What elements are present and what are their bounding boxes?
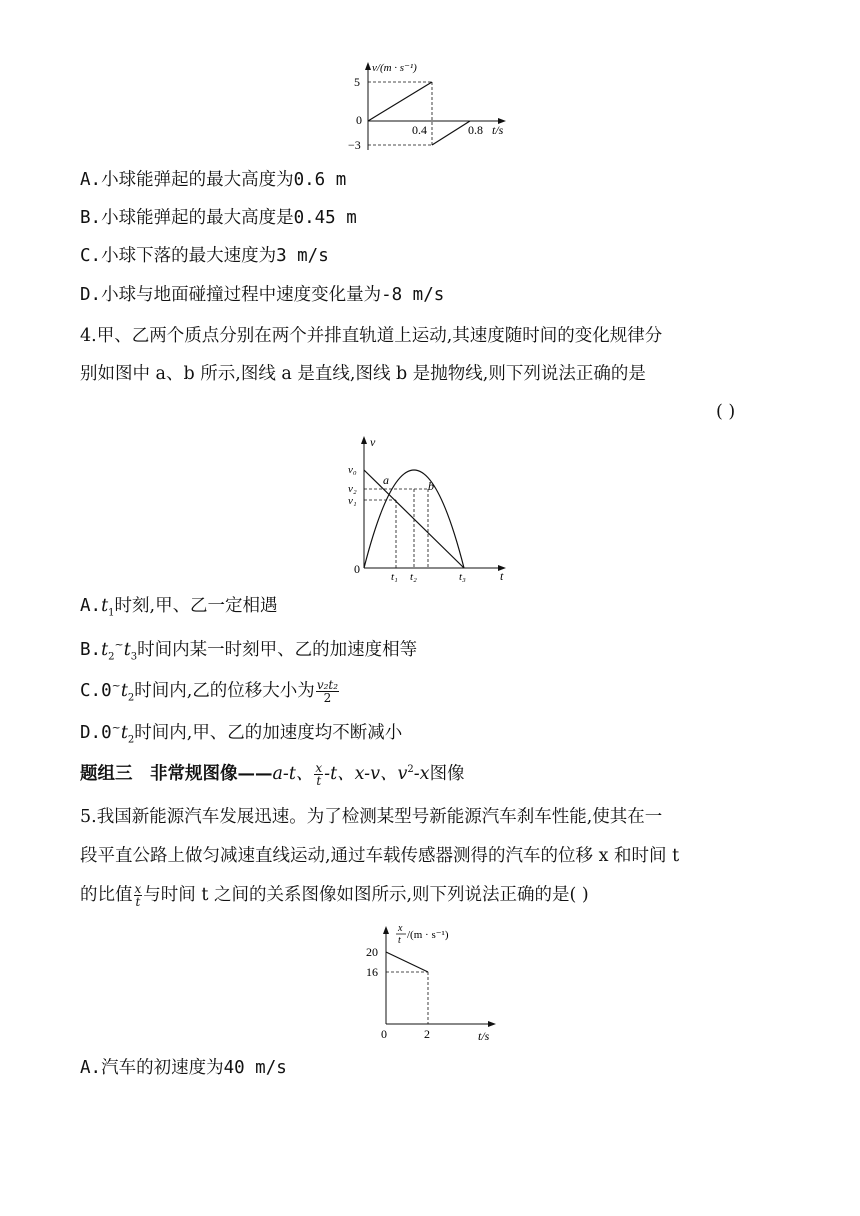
q3-option-a: A.小球能弹起的最大高度为0.6 m [80,170,347,190]
fraction-x-over-t: $\frac{x}{t}$ [315,760,323,788]
figure-3-xt-t-graph [350,920,510,1044]
q3-option-b: B.小球能弹起的最大高度是0.45 m [80,208,357,228]
x-axis-arrow [488,1021,496,1027]
y-label-den: t [398,935,401,946]
fraction-v2t2-over-2: $\frac{\text{v₂t₂}}{2}$ [316,677,339,705]
x-axis-label: t/s [478,1029,490,1043]
q5-stem-line1: 5.我国新能源汽车发展迅速。为了检测某型号新能源汽车刹车性能,使其在一 [80,807,663,827]
section-heading: 题组三 非常规图像——a-t、 $\frac{x}{t}$ -t、x-v、$v^2-x$图像 [80,760,465,788]
q3-option-d: D.小球与地面碰撞过程中速度变化量为-8 m/s [80,285,445,305]
q4-answer-paren: ( ) [716,402,736,422]
fraction-x-over-t: $\frac{x}{t}$ [134,882,142,909]
y-axis-label: v/(m · s⁻¹) [372,62,417,74]
q3-option-c: C.小球下落的最大速度为3 m/s [80,246,329,266]
tick-20: 20 [366,945,378,959]
label-t3: t₃ [459,571,466,583]
y-label-unit: /(m · s⁻¹) [407,929,449,941]
tick-2: 2 [424,1027,430,1041]
curve-b-label: b [428,479,434,493]
origin-label: 0 [354,562,360,576]
label-t2: t₂ [410,571,417,583]
q4-stem-line1: 4.甲、乙两个质点分别在两个并排直轨道上运动,其速度随时间的变化规律分 [80,326,663,346]
tick-0: 0 [381,1027,387,1041]
y-axis-label: v [370,435,376,449]
x-axis-label: t/s [492,123,504,137]
q5-option-a: A.汽车的初速度为40 m/s [80,1058,287,1078]
q4-option-c: $C.0^\sim t_2$时间内,乙的位移大小为 $\frac{\text{v₂t₂}}{2}$ [80,677,339,705]
y-axis-arrow [383,926,389,934]
label-v0: v₀ [348,464,357,476]
figure-1-vt-graph [330,58,530,154]
tick-5: 5 [354,75,360,89]
label-v2: v₂ [348,483,357,495]
label-v1: v₁ [348,495,357,507]
tick-0: 0 [356,113,362,127]
q5-stem-line2: 段平直公路上做匀减速直线运动,通过车载传感器测得的汽车的位移 x 和时间 t [80,846,680,866]
tick-m3: −3 [348,138,361,152]
y-axis-arrow [361,436,367,444]
q5-stem-line3: 的比值 $\frac{x}{t}$ 与时间 t 之间的关系图像如图所示,则下列说法正确的是( ) [80,882,589,909]
data-line [386,952,428,972]
q4-option-a: $A.t_1$时刻,甲、乙一定相遇 [80,596,278,619]
rebound-line [432,121,470,145]
q4-stem-line2: 别如图中 a、b 所示,图线 a 是直线,图线 b 是抛物线,则下列说法正确的是 [80,364,646,384]
x-axis-label: t [500,569,504,583]
fall-line [368,82,432,121]
y-label-num: x [398,923,403,934]
tick-16: 16 [366,965,378,979]
q4-option-d: $D.0^\sim t_2$时间内,甲、乙的加速度均不断减小 [80,721,403,746]
tick-04: 0.4 [412,123,427,137]
figure-2-vt-graph [340,432,520,584]
q4-option-b: $B.t_2^\sim t_3$时间内某一时刻甲、乙的加速度相等 [80,638,418,663]
curve-a-label: a [383,473,389,487]
tick-08: 0.8 [468,123,483,137]
label-t1: t₁ [391,571,398,583]
y-axis-arrow [365,62,371,70]
